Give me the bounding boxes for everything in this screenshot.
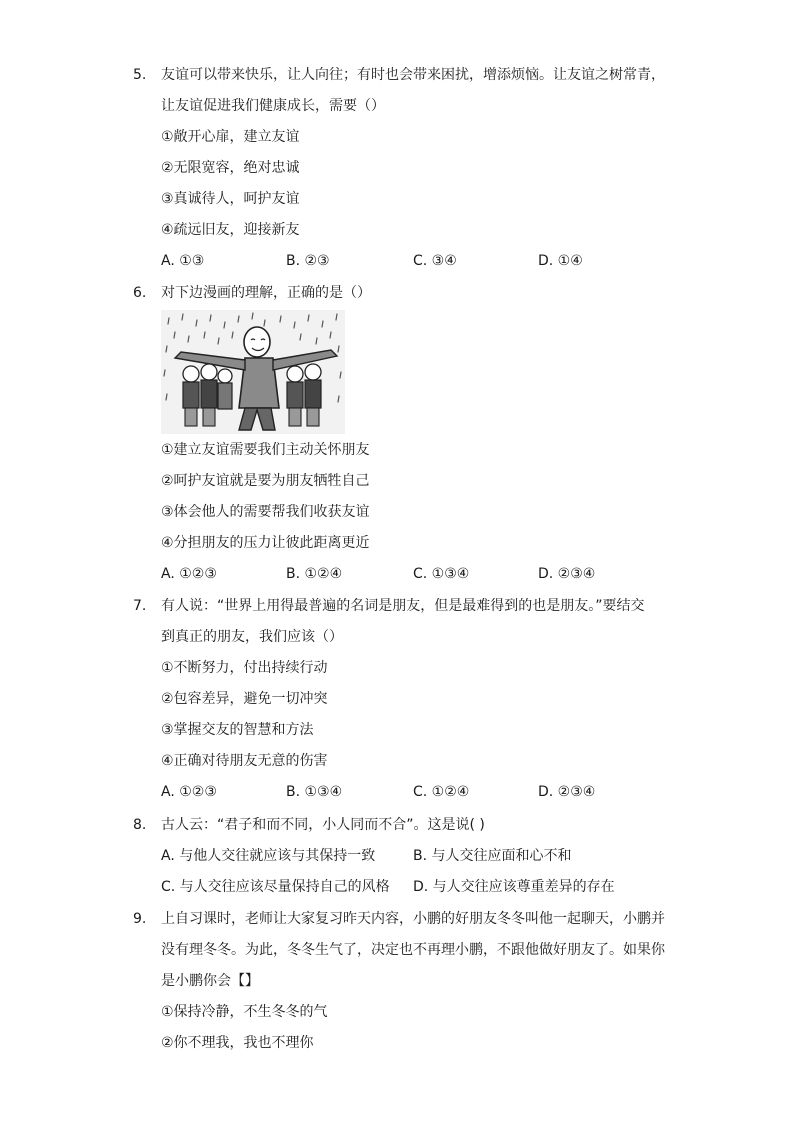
- statement-item: ①敞开心扉，建立友谊: [161, 129, 300, 145]
- option-b[interactable]: B. ①③④: [286, 784, 343, 800]
- option-c[interactable]: C. 与人交往应该尽量保持自己的风格: [161, 879, 390, 895]
- option-a[interactable]: A. ①②③: [161, 566, 217, 582]
- option-d[interactable]: D. 与人交往应该尊重差异的存在: [413, 879, 615, 895]
- statement-item: ①不断努力，付出持续行动: [161, 660, 328, 676]
- answer-options: [161, 777, 681, 808]
- question-stem-line: 让友谊促进我们健康成长，需要（）: [161, 98, 385, 114]
- statement-item: ②你不理我，我也不理你: [161, 1035, 314, 1051]
- option-d[interactable]: D. ①④: [538, 253, 583, 269]
- statement-item: ④分担朋友的压力让彼此距离更近: [161, 535, 370, 551]
- option-b[interactable]: B. 与人交往应面和心不和: [413, 848, 572, 864]
- answer-options-row: [161, 872, 681, 903]
- option-c[interactable]: C. ①③④: [413, 566, 470, 582]
- cartoon-image: [161, 310, 345, 434]
- statement-item: ③体会他人的需要帮我们收获友谊: [161, 504, 370, 520]
- question-stem-line: 友谊可以带来快乐，让人向往；有时也会带来困扰，增添烦恼。让友谊之树常青，: [161, 67, 665, 83]
- question-number: 8.: [133, 817, 147, 833]
- option-a[interactable]: A. 与他人交往就应该与其保持一致: [161, 848, 376, 864]
- question-stem-line: 是小鹏你会【】: [161, 973, 259, 989]
- question-stem-line: 到真正的朋友，我们应该（）: [161, 629, 343, 645]
- statement-item: ②包容差异，避免一切冲突: [161, 691, 328, 707]
- question-stem-line: 没有理冬冬。为此，冬冬生气了，决定也不再理小鹏，不跟他做好朋友了。如果你: [161, 942, 665, 958]
- statement-item: ④正确对待朋友无意的伤害: [161, 753, 328, 769]
- statement-item: ③掌握交友的智慧和方法: [161, 722, 314, 738]
- question-number: 5.: [133, 67, 147, 83]
- option-c[interactable]: C. ③④: [413, 253, 457, 269]
- option-b[interactable]: B. ①②④: [286, 566, 343, 582]
- question-stem-line: 对下边漫画的理解，正确的是（）: [161, 285, 371, 301]
- option-d[interactable]: D. ②③④: [538, 566, 596, 582]
- question-number: 9.: [133, 911, 147, 927]
- question-stem-line: 上自习课时，老师让大家复习昨天内容，小鹏的好朋友冬冬叫他一起聊天，小鹏并: [161, 911, 665, 927]
- option-a[interactable]: A. ①②③: [161, 784, 217, 800]
- question-number: 7.: [133, 598, 147, 614]
- question-stem-line: 古人云：“君子和而不同，小人同而不合”。这是说( ): [161, 817, 485, 833]
- option-b[interactable]: B. ②③: [286, 253, 330, 269]
- question-stem-line: 有人说：“世界上用得最普遍的名词是朋友，但是最难得到的也是朋友。”要结交: [161, 598, 645, 614]
- statement-item: ③真诚待人，呵护友谊: [161, 191, 300, 207]
- statement-item: ①保持冷静，不生冬冬的气: [161, 1004, 328, 1020]
- option-a[interactable]: A. ①③: [161, 253, 205, 269]
- answer-options: [161, 246, 681, 277]
- statement-item: ①建立友谊需要我们主动关怀朋友: [161, 442, 370, 458]
- statement-item: ②呵护友谊就是要为朋友牺牲自己: [161, 473, 370, 489]
- statement-item: ④疏远旧友，迎接新友: [161, 222, 300, 238]
- answer-options-row: [161, 841, 681, 872]
- answer-options: [161, 559, 681, 590]
- option-c[interactable]: C. ①②④: [413, 784, 470, 800]
- statement-item: ②无限宽容，绝对忠诚: [161, 160, 300, 176]
- question-number: 6.: [133, 285, 147, 301]
- option-d[interactable]: D. ②③④: [538, 784, 596, 800]
